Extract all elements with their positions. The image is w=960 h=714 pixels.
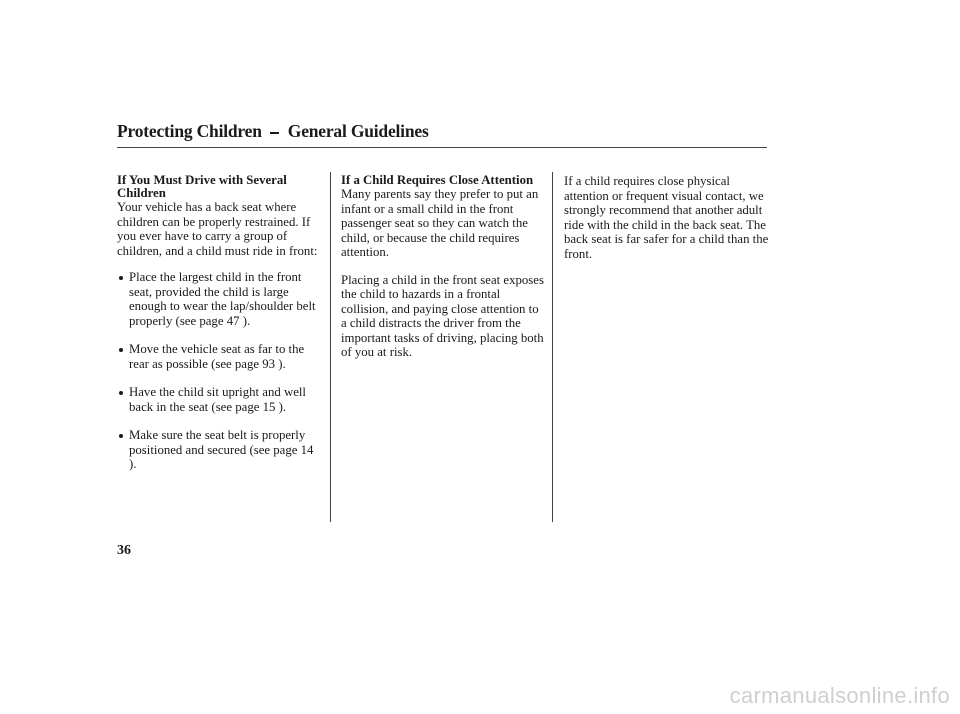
header-rule xyxy=(117,147,767,148)
list-item: Make sure the seat belt is properly positioned and secured (see page 14 ). xyxy=(117,428,323,472)
middle-heading: If a Child Requires Close Attention xyxy=(341,173,534,187)
left-intro: Your vehicle has a back seat where children can be properly restrained. If you ever have to carry a group of children, and a child must ride in front: xyxy=(117,200,318,258)
bullet-icon xyxy=(119,348,123,352)
watermark: carmanualsonline.info xyxy=(729,683,950,708)
middle-para-2: Placing a child in the front seat exposes the child to hazards in a frontal collision, and paying close attention to a child distracts the driver from the important tasks of driving, placing both of you at risk. xyxy=(341,272,544,359)
right-para-1: If a child requires close physical attention or frequent visual contact, we strongly recommend that another adult ride with the child in the back seat. The back seat is far safer for a child than the front. xyxy=(564,174,769,261)
guideline-list xyxy=(117,270,323,472)
middle-column xyxy=(341,174,547,360)
bullet-icon xyxy=(119,391,123,395)
column-divider xyxy=(552,172,553,522)
page-header xyxy=(117,121,429,142)
left-column xyxy=(117,174,323,486)
page-number: 36 xyxy=(117,543,131,558)
middle-para-1: Many parents say they prefer to put an infant or a small child in the front passenger seat so they can watch the child, or because the child requires attention. xyxy=(341,187,539,259)
column-divider xyxy=(330,172,331,522)
bullet-icon xyxy=(119,434,123,438)
subsection-title: General Guidelines xyxy=(287,121,429,141)
title-separator xyxy=(270,132,279,134)
list-item: Have the child sit upright and well back in the seat (see page 15 ). xyxy=(117,385,323,414)
list-item: Move the vehicle seat as far to the rear as possible (see page 93 ). xyxy=(117,342,323,371)
section-title: Protecting Children xyxy=(117,121,262,141)
left-heading: If You Must Drive with Several Children xyxy=(117,173,287,200)
bullet-icon xyxy=(119,276,123,280)
list-item: Place the largest child in the front seat, provided the child is large enough to wear the lap/shoulder belt properly (see page 47 ). xyxy=(117,270,323,328)
right-column xyxy=(564,174,772,261)
